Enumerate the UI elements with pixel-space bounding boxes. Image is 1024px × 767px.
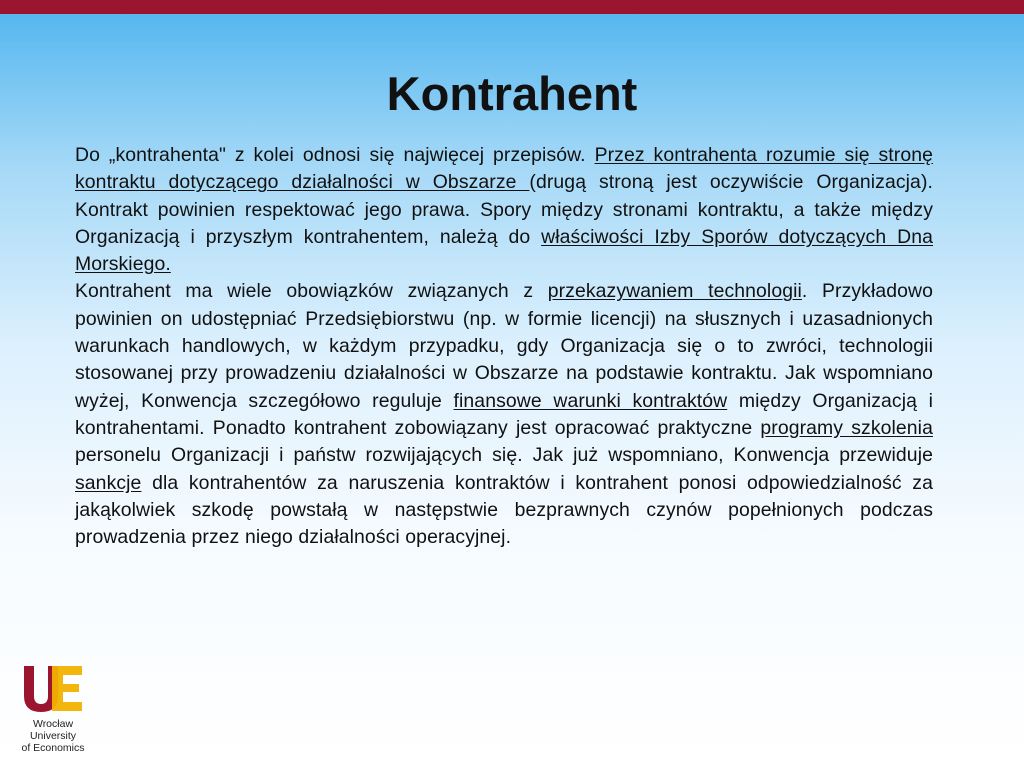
paragraph-2	[75, 278, 933, 551]
university-name-line-1: Wrocław	[32, 718, 74, 730]
university-logo	[18, 662, 88, 760]
p2-text-5: dla kontrahentów za naruszenia kontraktów i kontrahent ponosi odpowiedzialność za jakąkolwiek szkodę powstałą w następstwie bezprawnych czynów popełnionych podczas prowadzenia przez niego działalności operacyjnej.	[75, 471, 933, 549]
p2-text-3: między Organizacją i kontrahentami. Ponadto kontrahent zobowiązany jest opracować praktyczne	[75, 389, 933, 439]
p2-text-1: Kontrahent ma wiele obowiązków związanych z	[75, 280, 548, 303]
university-name	[18, 718, 88, 754]
slide-title: Kontrahent	[386, 67, 638, 120]
university-name-line-2: University	[29, 730, 77, 742]
p2-underlined-2: finansowe warunki kontraktów	[453, 389, 728, 412]
ue-logo-icon	[22, 662, 84, 714]
p1-text-1: Do „kontrahenta" z kolei odnosi się najwięcej przepisów.	[75, 144, 595, 166]
slide-body	[75, 142, 933, 551]
p1-underlined-2: właściwości Izby Sporów dotyczących Dna Morskiego.	[75, 225, 933, 276]
p1-text-2: (drugą stroną jest oczywiście Organizacja). Kontrakt powinien respektować jego prawa. Spory między stronami kontraktu, a także między Organizacją i przyszłym kontrahentem, należą do	[75, 171, 933, 248]
university-name-line-3: of Economics	[21, 742, 85, 754]
p2-underlined-1: przekazywaniem technologii	[547, 280, 802, 303]
logo-letter-e	[52, 666, 82, 711]
p2-underlined-4: sankcje	[75, 471, 142, 494]
p1-underlined-1: Przez kontrahenta rozumie się stronę kontraktu dotyczącego działalności w Obszarze	[75, 144, 934, 194]
paragraph-1	[75, 142, 933, 278]
p2-text-2: . Przykładowo powinien on udostępniać Przedsiębiorstwu (np. w formie licencji) na słusznych i uzasadnionych warunkach handlowych, w każdym przypadku, gdy Organizacja się o to zwróci, technologii stosowanej przy prowadzeniu działalności w Obszarze na podstawie kontraktu. Jak wspomniano wyżej, Konwencja szczegółowo reguluje	[75, 280, 933, 412]
p2-text-4: personelu Organizacji i państw rozwijających się. Jak już wspomniano, Konwencja przewiduje	[75, 444, 933, 467]
p2-underlined-3: programy szkolenia	[760, 416, 933, 439]
top-accent-bar	[0, 0, 1024, 14]
